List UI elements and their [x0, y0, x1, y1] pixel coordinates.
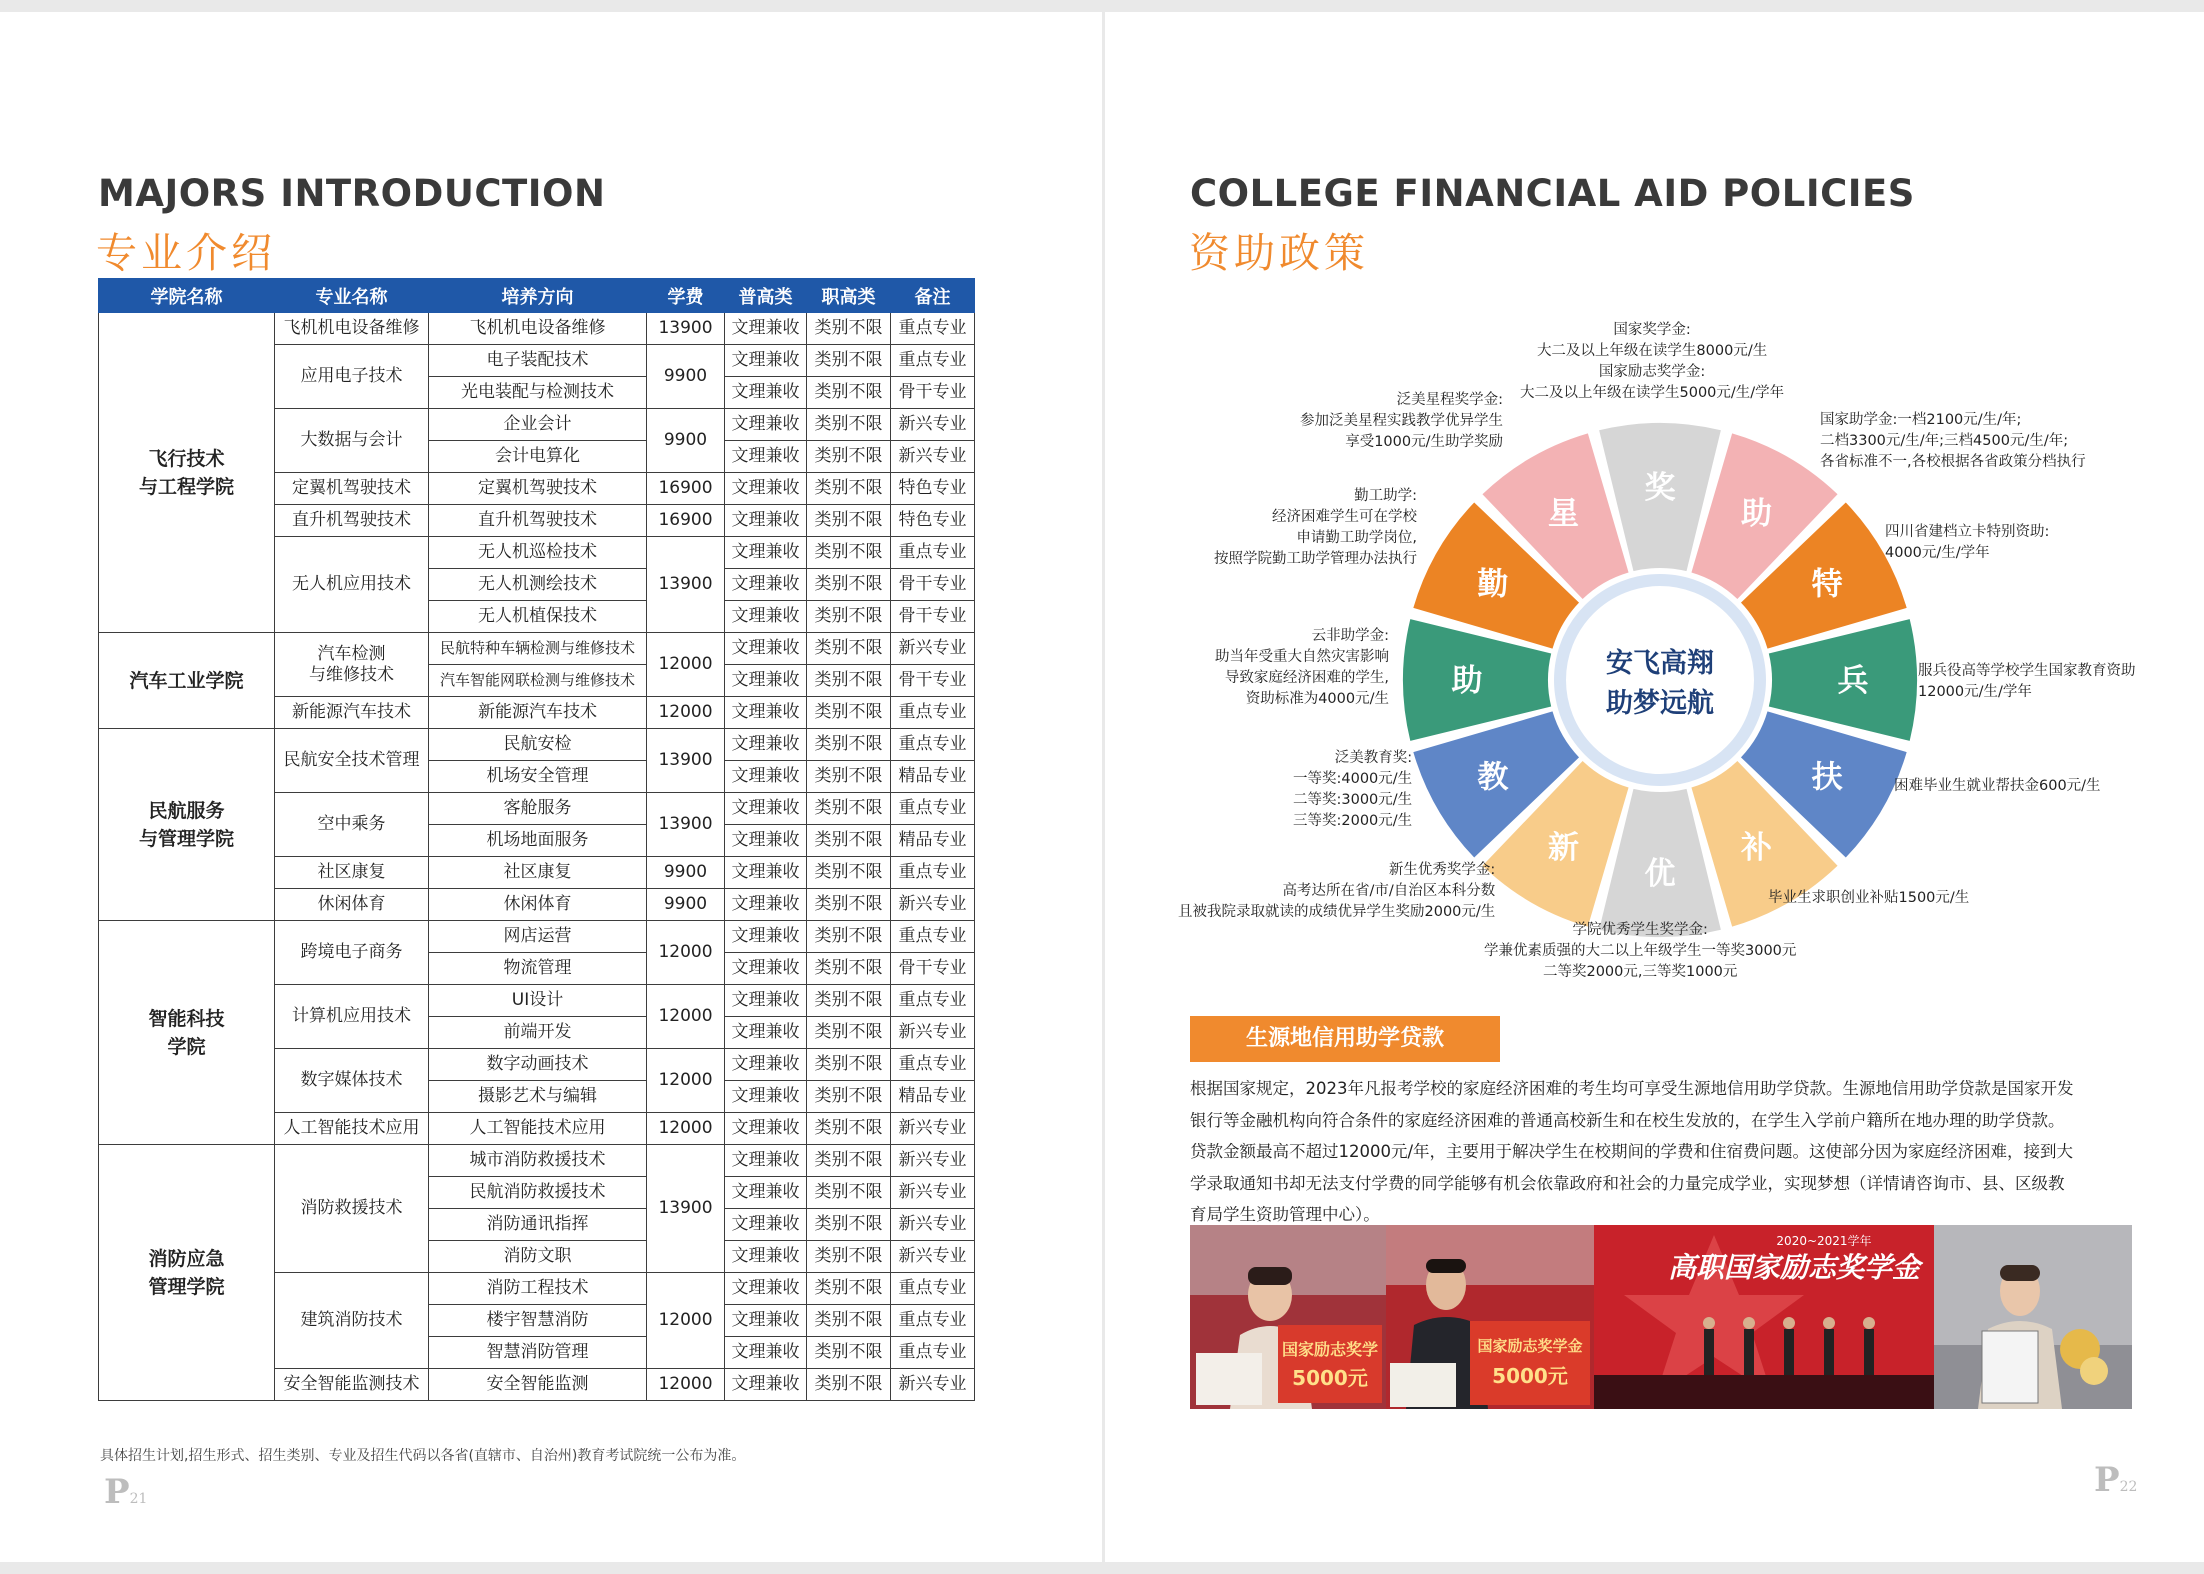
fee-cell: 12000	[647, 1049, 725, 1113]
vocational-category-cell: 类别不限	[807, 1305, 891, 1337]
fee-cell: 12000	[647, 1273, 725, 1369]
direction-cell: 机场地面服务	[429, 825, 647, 857]
major-name-cell: 定翼机驾驶技术	[275, 473, 429, 505]
direction-cell: 安全智能监测	[429, 1369, 647, 1401]
college-name-cell: 消防应急 管理学院	[99, 1145, 275, 1401]
svg-text:国家励志奖学: 国家励志奖学	[1281, 1340, 1379, 1359]
general-category-cell: 文理兼收	[725, 313, 807, 345]
direction-cell: 网店运营	[429, 921, 647, 953]
note-cell: 精品专业	[891, 1081, 975, 1113]
direction-cell: 定翼机驾驶技术	[429, 473, 647, 505]
vocational-category-cell: 类别不限	[807, 1369, 891, 1401]
vocational-category-cell: 类别不限	[807, 857, 891, 889]
wheel-segment-label: 教	[1477, 759, 1509, 796]
table-row	[99, 921, 975, 953]
vocational-category-cell: 类别不限	[807, 825, 891, 857]
general-category-cell: 文理兼收	[725, 1337, 807, 1369]
general-category-cell: 文理兼收	[725, 857, 807, 889]
vocational-category-cell: 类别不限	[807, 505, 891, 537]
general-category-cell: 文理兼收	[725, 793, 807, 825]
general-category-cell: 文理兼收	[725, 921, 807, 953]
general-category-cell: 文理兼收	[725, 409, 807, 441]
note-cell: 新兴专业	[891, 409, 975, 441]
general-category-cell: 文理兼收	[725, 505, 807, 537]
note-cell: 重点专业	[891, 857, 975, 889]
svg-text:国家励志奖学金: 国家励志奖学金	[1477, 1337, 1583, 1355]
direction-cell: 无人机测绘技术	[429, 569, 647, 601]
major-name-cell: 安全智能监测技术	[275, 1369, 429, 1401]
wheel-segment-label: 优	[1644, 856, 1676, 892]
note-cell: 新兴专业	[891, 633, 975, 665]
svg-text:2020~2021学年: 2020~2021学年	[1776, 1234, 1872, 1248]
vocational-category-cell: 类别不限	[807, 1145, 891, 1177]
college-name-cell: 智能科技 学院	[99, 921, 275, 1145]
direction-cell: 民航消防救援技术	[429, 1177, 647, 1209]
vocational-category-cell: 类别不限	[807, 985, 891, 1017]
fee-cell: 9900	[647, 409, 725, 473]
majors-en-title: MAJORS INTRODUCTION	[98, 172, 606, 215]
fee-cell: 12000	[647, 921, 725, 985]
annotation-disaster-grant: 云非助学金: 助当年受重大自然灾害影响 导致家庭经济困难的学生, 资助标准为4000元/生	[1215, 628, 1389, 707]
table-row	[99, 633, 975, 665]
general-category-cell: 文理兼收	[725, 825, 807, 857]
major-name-cell: 消防救援技术	[275, 1145, 429, 1273]
fee-cell: 16900	[647, 473, 725, 505]
vocational-category-cell: 类别不限	[807, 921, 891, 953]
fee-cell: 13900	[647, 537, 725, 633]
vocational-category-cell: 类别不限	[807, 1017, 891, 1049]
fee-cell: 9900	[647, 345, 725, 409]
vocational-category-cell: 类别不限	[807, 1209, 891, 1241]
award-photo-4	[1934, 1225, 2132, 1409]
note-cell: 新兴专业	[891, 1241, 975, 1273]
general-category-cell: 文理兼收	[725, 473, 807, 505]
note-cell: 重点专业	[891, 1273, 975, 1305]
major-name-cell: 无人机应用技术	[275, 537, 429, 633]
wheel-segment-label: 奖	[1644, 470, 1676, 506]
aid-cn-title: 资助政策	[1189, 229, 1369, 277]
general-category-cell: 文理兼收	[725, 1369, 807, 1401]
note-cell: 骨干专业	[891, 569, 975, 601]
note-cell: 重点专业	[891, 1305, 975, 1337]
major-name-cell: 应用电子技术	[275, 345, 429, 409]
note-cell: 精品专业	[891, 761, 975, 793]
note-cell: 重点专业	[891, 921, 975, 953]
direction-cell: 企业会计	[429, 409, 647, 441]
direction-cell: 摄影艺术与编辑	[429, 1081, 647, 1113]
general-category-cell: 文理兼收	[725, 1305, 807, 1337]
svg-text:5000元: 5000元	[1492, 1364, 1568, 1388]
wheel-segment-label: 扶	[1811, 759, 1843, 796]
note-cell: 重点专业	[891, 313, 975, 345]
note-cell: 骨干专业	[891, 953, 975, 985]
direction-cell: 民航安检	[429, 729, 647, 761]
general-category-cell: 文理兼收	[725, 633, 807, 665]
note-cell: 重点专业	[891, 793, 975, 825]
note-cell: 骨干专业	[891, 377, 975, 409]
direction-cell: 会计电算化	[429, 441, 647, 473]
general-category-cell: 文理兼收	[725, 697, 807, 729]
direction-cell: 飞机机电设备维修	[429, 313, 647, 345]
direction-cell: 消防工程技术	[429, 1273, 647, 1305]
fee-cell: 9900	[647, 857, 725, 889]
direction-cell: 数字动画技术	[429, 1049, 647, 1081]
wheel-segment-label: 补	[1741, 830, 1772, 867]
fee-cell: 13900	[647, 793, 725, 857]
direction-cell: 智慧消防管理	[429, 1337, 647, 1369]
vocational-category-cell: 类别不限	[807, 1337, 891, 1369]
vocational-category-cell: 类别不限	[807, 345, 891, 377]
annotation-job-subsidy: 毕业生求职创业补贴1500元/生	[1768, 890, 1970, 906]
wheel-segment-label: 星	[1548, 495, 1579, 532]
svg-text:高职国家励志奖学金: 高职国家励志奖学金	[1667, 1251, 1921, 1284]
fee-cell: 12000	[647, 1369, 725, 1401]
award-ceremony-photo	[1594, 1225, 1934, 1409]
major-name-cell: 建筑消防技术	[275, 1273, 429, 1369]
note-cell: 重点专业	[891, 1337, 975, 1369]
direction-cell: 光电装配与检测技术	[429, 377, 647, 409]
vocational-category-cell: 类别不限	[807, 377, 891, 409]
majors-table	[98, 278, 975, 1401]
table-row	[99, 1145, 975, 1177]
note-cell: 新兴专业	[891, 889, 975, 921]
general-category-cell: 文理兼收	[725, 1113, 807, 1145]
major-name-cell: 大数据与会计	[275, 409, 429, 473]
page-number-left: P21	[104, 1472, 148, 1512]
general-category-cell: 文理兼收	[725, 1049, 807, 1081]
major-name-cell: 汽车检测 与维修技术	[275, 633, 429, 697]
direction-cell: 民航特种车辆检测与维修技术	[429, 633, 647, 665]
direction-cell: 直升机驾驶技术	[429, 505, 647, 537]
college-name-cell: 飞行技术 与工程学院	[99, 313, 275, 633]
general-category-cell: 文理兼收	[725, 441, 807, 473]
general-category-cell: 文理兼收	[725, 537, 807, 569]
note-cell: 特色专业	[891, 473, 975, 505]
award-photo-strip	[1190, 1225, 2132, 1409]
annotation-national-scholarship: 国家奖学金: 大二及以上年级在读学生8000元/生 国家励志奖学金: 大二及以上年级在读学生5000元/生/学年	[1520, 322, 1785, 401]
wheel-segment-label: 勤	[1477, 566, 1509, 603]
fee-cell: 12000	[647, 1113, 725, 1145]
vocational-category-cell: 类别不限	[807, 313, 891, 345]
direction-cell: 机场安全管理	[429, 761, 647, 793]
note-cell: 重点专业	[891, 985, 975, 1017]
vocational-category-cell: 类别不限	[807, 1273, 891, 1305]
annotation-special-aid: 四川省建档立卡特别资助: 4000元/生/学年	[1885, 524, 2050, 561]
vocational-category-cell: 类别不限	[807, 1241, 891, 1273]
table-row	[99, 313, 975, 345]
page-number-right: P22	[2094, 1460, 2138, 1500]
general-category-cell: 文理兼收	[725, 345, 807, 377]
annotation-employment-aid: 困难毕业生就业帮扶金600元/生	[1894, 778, 2101, 794]
vocational-category-cell: 类别不限	[807, 537, 891, 569]
column-header: 职高类	[807, 279, 891, 313]
vocational-category-cell: 类别不限	[807, 1113, 891, 1145]
major-name-cell: 社区康复	[275, 857, 429, 889]
note-cell: 骨干专业	[891, 665, 975, 697]
direction-cell: 无人机巡检技术	[429, 537, 647, 569]
wheel-center-slogan: 助梦远航	[1606, 688, 1714, 719]
fee-cell: 13900	[647, 1145, 725, 1273]
major-name-cell: 直升机驾驶技术	[275, 505, 429, 537]
column-header: 学院名称	[99, 279, 275, 313]
vocational-category-cell: 类别不限	[807, 665, 891, 697]
major-name-cell: 人工智能技术应用	[275, 1113, 429, 1145]
vocational-category-cell: 类别不限	[807, 633, 891, 665]
vocational-category-cell: 类别不限	[807, 601, 891, 633]
vocational-category-cell: 类别不限	[807, 697, 891, 729]
wheel-segment-label: 助	[1741, 495, 1772, 532]
fee-cell: 16900	[647, 505, 725, 537]
direction-cell: 汽车智能网联检测与维修技术	[429, 665, 647, 697]
major-name-cell: 跨境电子商务	[275, 921, 429, 985]
note-cell: 骨干专业	[891, 601, 975, 633]
direction-cell: 前端开发	[429, 1017, 647, 1049]
direction-cell: 电子装配技术	[429, 345, 647, 377]
vocational-category-cell: 类别不限	[807, 761, 891, 793]
general-category-cell: 文理兼收	[725, 1081, 807, 1113]
general-category-cell: 文理兼收	[725, 985, 807, 1017]
column-header: 培养方向	[429, 279, 647, 313]
note-cell: 新兴专业	[891, 441, 975, 473]
wheel-segment-label: 特	[1811, 566, 1843, 603]
loan-section-header: 生源地信用助学贷款	[1190, 1016, 1500, 1062]
direction-cell: 社区康复	[429, 857, 647, 889]
fee-cell: 12000	[647, 985, 725, 1049]
direction-cell: 楼宇智慧消防	[429, 1305, 647, 1337]
svg-text:5000元: 5000元	[1292, 1366, 1368, 1390]
general-category-cell: 文理兼收	[725, 953, 807, 985]
vocational-category-cell: 类别不限	[807, 793, 891, 825]
wheel-segment-label: 助	[1451, 663, 1483, 699]
wheel-center-ring	[1560, 580, 1760, 780]
fee-cell: 12000	[647, 633, 725, 697]
general-category-cell: 文理兼收	[725, 1273, 807, 1305]
vocational-category-cell: 类别不限	[807, 953, 891, 985]
general-category-cell: 文理兼收	[725, 601, 807, 633]
vocational-category-cell: 类别不限	[807, 1177, 891, 1209]
note-cell: 新兴专业	[891, 1177, 975, 1209]
major-name-cell: 飞机机电设备维修	[275, 313, 429, 345]
annotation-star-scholarship: 泛美星程奖学金: 参加泛美星程实践教学优异学生 享受1000元/生助学奖励	[1300, 392, 1503, 450]
general-category-cell: 文理兼收	[725, 889, 807, 921]
column-header: 专业名称	[275, 279, 429, 313]
general-category-cell: 文理兼收	[725, 1241, 807, 1273]
direction-cell: 休闲体育	[429, 889, 647, 921]
table-header-row	[99, 279, 975, 313]
wheel-segment-label: 新	[1548, 830, 1579, 867]
majors-cn-title: 专业介绍	[96, 229, 276, 277]
note-cell: 重点专业	[891, 345, 975, 377]
direction-cell: 新能源汽车技术	[429, 697, 647, 729]
column-header: 备注	[891, 279, 975, 313]
fee-cell: 9900	[647, 889, 725, 921]
annotation-military-aid: 服兵役高等学校学生国家教育资助 12000元/生/学年	[1918, 663, 2136, 700]
note-cell: 新兴专业	[891, 1145, 975, 1177]
college-name-cell: 汽车工业学院	[99, 633, 275, 729]
column-header: 学费	[647, 279, 725, 313]
vocational-category-cell: 类别不限	[807, 569, 891, 601]
vocational-category-cell: 类别不限	[807, 441, 891, 473]
college-name-cell: 民航服务 与管理学院	[99, 729, 275, 921]
vocational-category-cell: 类别不限	[807, 889, 891, 921]
major-name-cell: 新能源汽车技术	[275, 697, 429, 729]
award-photo-1	[1190, 1225, 1386, 1409]
left-page	[0, 12, 1102, 1562]
direction-cell: 物流管理	[429, 953, 647, 985]
vocational-category-cell: 类别不限	[807, 1081, 891, 1113]
vocational-category-cell: 类别不限	[807, 1049, 891, 1081]
major-name-cell: 休闲体育	[275, 889, 429, 921]
annotation-freshman-scholarship: 新生优秀奖学金: 高考达所在省/市/自治区本科分数 且被我院录取就读的成绩优异学生奖励2000元/生	[1178, 862, 1496, 920]
major-name-cell: 计算机应用技术	[275, 985, 429, 1049]
vocational-category-cell: 类别不限	[807, 409, 891, 441]
direction-cell: 客舱服务	[429, 793, 647, 825]
note-cell: 重点专业	[891, 537, 975, 569]
column-header: 普高类	[725, 279, 807, 313]
general-category-cell: 文理兼收	[725, 761, 807, 793]
enrollment-footnote: 具体招生计划,招生形式、招生类别、专业及招生代码以各省(直辖市、自治州)教育考试院统一公布为准。	[100, 1448, 746, 1464]
general-category-cell: 文理兼收	[725, 569, 807, 601]
general-category-cell: 文理兼收	[725, 729, 807, 761]
note-cell: 重点专业	[891, 1049, 975, 1081]
direction-cell: 城市消防救援技术	[429, 1145, 647, 1177]
note-cell: 特色专业	[891, 505, 975, 537]
major-name-cell: 民航安全技术管理	[275, 729, 429, 793]
note-cell: 重点专业	[891, 697, 975, 729]
annotation-excellent-student: 学院优秀学生奖学金: 学兼优素质强的大二以上年级学生一等奖3000元 二等奖2000元,三等奖1000元	[1484, 922, 1797, 980]
aid-en-title: COLLEGE FINANCIAL AID POLICIES	[1190, 172, 1915, 215]
award-photo-2	[1386, 1225, 1594, 1409]
vocational-category-cell: 类别不限	[807, 473, 891, 505]
fee-cell: 13900	[647, 313, 725, 345]
fee-cell: 13900	[647, 729, 725, 793]
general-category-cell: 文理兼收	[725, 377, 807, 409]
note-cell: 精品专业	[891, 825, 975, 857]
direction-cell: UI设计	[429, 985, 647, 1017]
fee-cell: 12000	[647, 697, 725, 729]
major-name-cell: 空中乘务	[275, 793, 429, 857]
note-cell: 新兴专业	[891, 1017, 975, 1049]
general-category-cell: 文理兼收	[725, 1209, 807, 1241]
vocational-category-cell: 类别不限	[807, 729, 891, 761]
direction-cell: 人工智能技术应用	[429, 1113, 647, 1145]
annotation-work-study: 勤工助学: 经济困难学生可在学校 申请勤工助学岗位, 按照学院勤工助学管理办法执行	[1214, 488, 1417, 567]
major-name-cell: 数字媒体技术	[275, 1049, 429, 1113]
table-row	[99, 729, 975, 761]
note-cell: 重点专业	[891, 729, 975, 761]
annotation-education-award: 泛美教育奖: 一等奖:4000元/生 二等奖:3000元/生 三等奖:2000元/生	[1293, 750, 1413, 829]
direction-cell: 无人机植保技术	[429, 601, 647, 633]
general-category-cell: 文理兼收	[725, 1145, 807, 1177]
loan-description: 根据国家规定，2023年凡报考学校的家庭经济困难的考生均可享受生源地信用助学贷款。生源地信用助学贷款是国家开发 银行等金融机构向符合条件的家庭经济困难的普通高校新生和在校生发放的，在学生入学前户籍所在地办理的助学贷款。 贷款金额最高不超过12000元/年，主要用于解决学生在校期间的学费和住宿费问题。这使部分因为家庭经济困难，接到大 学录取通知书却无法支付学费的同学能够有机会依靠政府和社会的力量完成学业，实现梦想（详情请咨询市、县、区级教 育局学生资助管理中心）。	[1190, 1079, 2074, 1224]
annotation-national-grant: 国家助学金:一档2100元/生/年; 二档3300元/生/年;三档4500元/生/年; 各省标准不一,各校根据各省政策分档执行	[1820, 412, 2086, 470]
note-cell: 新兴专业	[891, 1113, 975, 1145]
direction-cell: 消防文职	[429, 1241, 647, 1273]
direction-cell: 消防通讯指挥	[429, 1209, 647, 1241]
wheel-center-slogan: 安飞高翔	[1606, 648, 1714, 679]
general-category-cell: 文理兼收	[725, 665, 807, 697]
general-category-cell: 文理兼收	[725, 1017, 807, 1049]
general-category-cell: 文理兼收	[725, 1177, 807, 1209]
note-cell: 新兴专业	[891, 1369, 975, 1401]
wheel-segment-label: 兵	[1837, 663, 1869, 699]
note-cell: 新兴专业	[891, 1209, 975, 1241]
